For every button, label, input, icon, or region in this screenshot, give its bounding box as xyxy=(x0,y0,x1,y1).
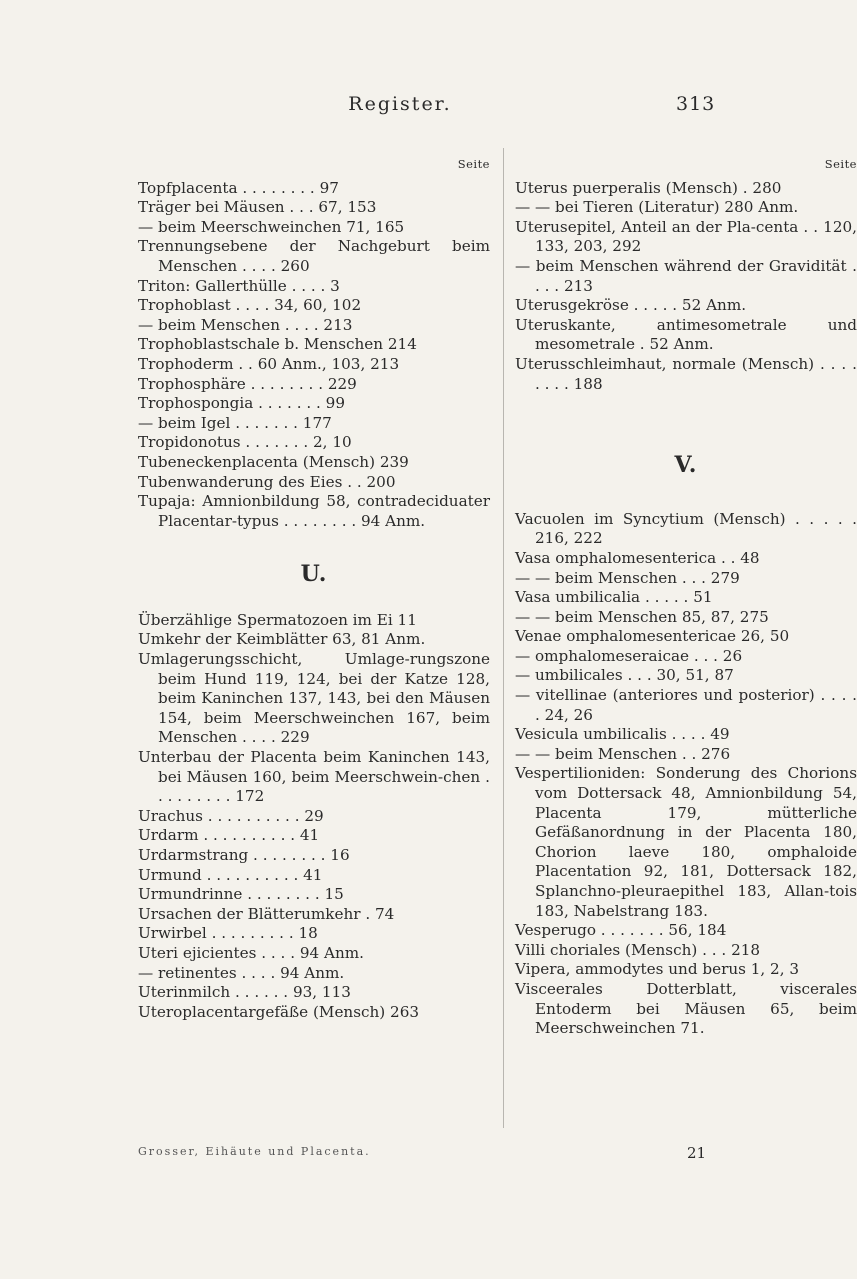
index-entry: Uteroplacentargefäße (Mensch) 263 xyxy=(138,1002,420,1021)
index-entry: — — bei Tieren (Literatur) 280 Anm. xyxy=(515,198,799,217)
index-entry: Trennungsebene der Nachgeburt beim Menschen . . . . 260 xyxy=(138,237,490,275)
index-entry: Trophoblast . . . . 34, 60, 102 xyxy=(138,296,362,315)
index-entry: Urmund . . . . . . . . . . 41 xyxy=(138,865,323,884)
index-entry: Vacuolen im Syncytium (Mensch) . . . . . 216, 222 xyxy=(515,509,857,548)
index-entry: — — beim Menschen 85, 87, 275 xyxy=(515,607,769,626)
section-letter-v: V. xyxy=(674,452,698,479)
right-entries-u xyxy=(515,179,857,395)
signature-number: 21 xyxy=(687,1144,707,1162)
index-entry: Ursachen der Blätterumkehr . 74 xyxy=(138,904,395,923)
index-entry: Vespertilioniden: Sonderung des Chorions vom Dottersack 48, Amnionbildung 54, Placenta 179, mütterliche Gefäßanordnung in der Placenta 180, Chorion laeve 180, omphaloide Placentation 92, 181, Dottersack 182, Splanchno-pleuraepithel 183, Allan-tois 183, Nabelstrang 183. xyxy=(515,764,857,920)
index-entry: Unterbau der Placenta beim Kaninchen 143, bei Mäusen 160, beim Meerschwein-chen . . . . . . . . . 172 xyxy=(138,748,490,806)
index-entry: Uterusgekröse . . . . . 52 Anm. xyxy=(515,296,747,315)
right-column xyxy=(515,155,857,1039)
index-entry: Uteri ejicientes . . . . 94 Anm. xyxy=(138,943,364,962)
index-entry: Villi choriales (Mensch) . . . 218 xyxy=(515,940,761,959)
index-entry: Urdarmstrang . . . . . . . . 16 xyxy=(138,846,350,864)
index-entry: Tupaja: Amnionbildung 58, contradeciduater Placentar-typus . . . . . . . . 94 Anm. xyxy=(138,492,490,530)
index-entry: Vipera, ammodytes und berus 1, 2, 3 xyxy=(515,960,800,979)
index-entry: Urwirbel . . . . . . . . . 18 xyxy=(138,924,318,943)
index-entry: Visceerales Dotterblatt, viscerales Entoderm bei Mäusen 65, beim Meerschweinchen 71. xyxy=(515,979,857,1038)
index-entry: Umkehr der Keimblätter 63, 81 Anm. xyxy=(138,630,426,649)
left-entries-t xyxy=(138,179,490,532)
seite-label-left: Seite xyxy=(457,157,490,171)
index-entry: Tubenwanderung des Eies . . 200 xyxy=(138,472,396,491)
index-entry: Uterinmilch . . . . . . 93, 113 xyxy=(138,983,351,1002)
index-entry: — — beim Menschen . . . 279 xyxy=(515,568,740,587)
index-entry: Trophoderm . . 60 Anm., 103, 213 xyxy=(138,354,400,373)
index-entry: Urdarm . . . . . . . . . . 41 xyxy=(138,826,320,845)
index-entry: Vesicula umbilicalis . . . . 49 xyxy=(515,725,730,744)
page-header-title: Register. xyxy=(348,93,452,115)
index-entry: Urmundrinne . . . . . . . . 15 xyxy=(138,885,344,904)
index-entry: Uterus puerperalis (Mensch) . 280 xyxy=(515,178,782,197)
left-column xyxy=(138,155,490,1022)
index-entry: Triton: Gallerthülle . . . . 3 xyxy=(138,276,340,295)
seite-label-right: Seite xyxy=(824,157,857,171)
index-entry: Trophospongia . . . . . . . 99 xyxy=(138,394,345,413)
right-entries-v xyxy=(515,510,857,1039)
index-entry: — beim Menschen während der Gravidität . . . . 213 xyxy=(515,256,857,295)
index-entry: Träger bei Mäusen . . . 67, 153 xyxy=(138,198,377,217)
index-entry: — vitellinae (anteriores und posterior) . . . . . 24, 26 xyxy=(515,686,857,724)
index-entry: Topfplacenta . . . . . . . . 97 xyxy=(138,178,339,197)
section-letter-u: U. xyxy=(300,561,328,588)
signature-line: Grosser, Eihäute und Placenta. xyxy=(138,1145,371,1158)
index-entry: — omphalomeseraicae . . . 26 xyxy=(515,646,743,665)
index-entry: — beim Meerschweinchen 71, 165 xyxy=(138,217,405,236)
index-entry: Trophosphäre . . . . . . . . 229 xyxy=(138,374,357,393)
column-divider xyxy=(503,148,504,1128)
index-entry: Uteruskante, antimesometrale und mesometrale . 52 Anm. xyxy=(515,315,857,354)
index-entry: Tubeneckenplacenta (Mensch) 239 xyxy=(138,452,409,471)
index-entry: Venae omphalomesentericae 26, 50 xyxy=(515,627,790,646)
index-entry: — beim Menschen . . . . 213 xyxy=(138,315,353,334)
index-entry: — — beim Menschen . . 276 xyxy=(515,744,731,763)
index-entry: — beim Igel . . . . . . . 177 xyxy=(138,413,332,432)
index-entry: Tropidonotus . . . . . . . 2, 10 xyxy=(138,433,352,452)
index-entry: Vasa umbilicalia . . . . . 51 xyxy=(515,588,713,607)
index-entry: — umbilicales . . . 30, 51, 87 xyxy=(515,666,734,685)
index-entry: — retinentes . . . . 94 Anm. xyxy=(138,963,345,982)
left-entries-u xyxy=(138,611,490,1022)
index-entry: Uterusepitel, Anteil an der Pla-centa . . 120, 133, 203, 292 xyxy=(515,217,857,256)
index-entry: Vasa omphalomesenterica . . 48 xyxy=(515,548,760,567)
index-entry: Überzählige Spermatozoen im Ei 11 xyxy=(138,610,417,629)
index-entry: Umlagerungsschicht, Umlage-rungszone beim Hund 119, 124, bei der Katze 128, beim Kaninchen 137, 143, bei den Mäusen 154, beim Meerschweinchen 167, beim Menschen . . . . 229 xyxy=(138,650,490,747)
index-entry: Vesperugo . . . . . . . 56, 184 xyxy=(515,921,727,940)
index-entry: Urachus . . . . . . . . . . 29 xyxy=(138,806,324,825)
page-number: 313 xyxy=(676,93,716,115)
index-entry: Uterusschleimhaut, normale (Mensch) . . . . . . . . 188 xyxy=(515,354,857,393)
index-entry: Trophoblastschale b. Menschen 214 xyxy=(138,335,417,354)
